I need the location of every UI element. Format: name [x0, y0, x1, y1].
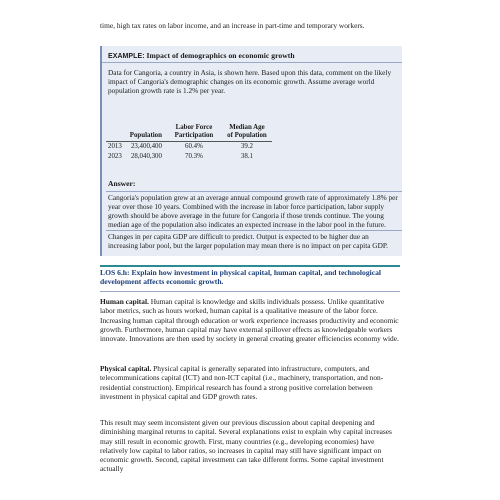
human-capital-term: Human capital. [100, 297, 149, 306]
closing-paragraph: This result may seem inconsistent given our previous discussion about capital deepening and diminishing marginal returns to capital. Several explanations exist to explain why capital increases may still result in economic growth. First, many countries (e.g., developing economies) have relatively low capital to labor ratios, so increases in capital may still have significant impact on economic growth. Second, capital investment can take different forms. Some capital investment actually [100, 418, 392, 474]
table-cell: 2013 [108, 143, 122, 151]
table-row [106, 152, 272, 161]
table-cell: 38.1 [240, 152, 253, 160]
example-heading [108, 51, 295, 60]
example-question: Data for Cangoria, a country in Asia, is shown here. Based upon this data, comment on the likely impact of Cangoria's demographic changes on its economic growth. Assume average world population growth rate is 1.2% per year. [108, 68, 392, 96]
table-header-row [106, 124, 272, 142]
human-capital-paragraph [100, 297, 400, 343]
intro-paragraph: time, high tax rates on labor income, and an increase in part-time and temporary workers. [100, 21, 365, 30]
answer-paragraph-1: Cangoria's population grew at an average annual compound growth rate of approximately 1.8% per year over those 10 years. Combined with the increase in labor force participation, labor supply growth should be above average in the future for Cangoria if those trends continue. The young median age of the population also indicates an expected increase in the labor pool in the future. [108, 193, 398, 230]
human-capital-text: Human capital is knowledge and skills individuals possess. Unlike quantitative labor metrics, such as hours worked, human capital is a qualitative measure of the labor force. Increasing human capital through education or work experience increases productivity and economic growth. Furthermore, human capital may have external spillover effects as knowledgeable workers innovate. Innovations are then used by society in general creating greater efficiencies economy wide. [100, 297, 399, 344]
table-cell: 23,400,400 [130, 143, 162, 151]
table-cell: 39.2 [240, 143, 253, 151]
example-title: Impact of demographics on economic growth [146, 51, 295, 60]
table-cell: 60.4% [185, 143, 203, 151]
answer-paragraph-2: Changes in per capita GDP are difficult to predict. Output is expected to be higher due an increasing labor pool, but the larger population may mean there is no impact on per capita GDP. [108, 232, 388, 251]
physical-capital-text: Physical capital is generally separated into infrastructure, computers, and telecommunications capital (ICT) and non-ICT capital (i.e., machinery, transportation, and non-residential construction). Empirical research has found a strong positive correlation between investment in physical capital and GDP growth rates. [100, 364, 384, 401]
answer-label: Answer: [108, 179, 136, 188]
los-top-rule [100, 265, 400, 267]
example-box [100, 46, 402, 256]
physical-capital-paragraph [100, 364, 400, 401]
table-cell: 70.3% [185, 152, 203, 160]
los-bottom-rule [100, 291, 400, 292]
table-row [106, 142, 272, 152]
answer-divider [106, 191, 402, 192]
table-header-cell: Labor Force Participation [166, 124, 222, 142]
physical-capital-term: Physical capital. [100, 364, 152, 373]
example-divider [102, 62, 402, 63]
table-cell: 2023 [108, 152, 122, 160]
example-label: EXAMPLE: [108, 53, 145, 60]
table-header-cell: Median Age of Population [222, 124, 272, 142]
los-heading: LOS 6.h: Explain how investment in physical capital, human capital, and technological development affects economic growth. [100, 268, 382, 287]
table-header-cell: Population [126, 124, 166, 142]
table-header-cell [106, 124, 126, 142]
table-cell: 28,040,300 [130, 152, 162, 160]
answer-divider [106, 230, 402, 231]
demographics-table [106, 124, 272, 161]
